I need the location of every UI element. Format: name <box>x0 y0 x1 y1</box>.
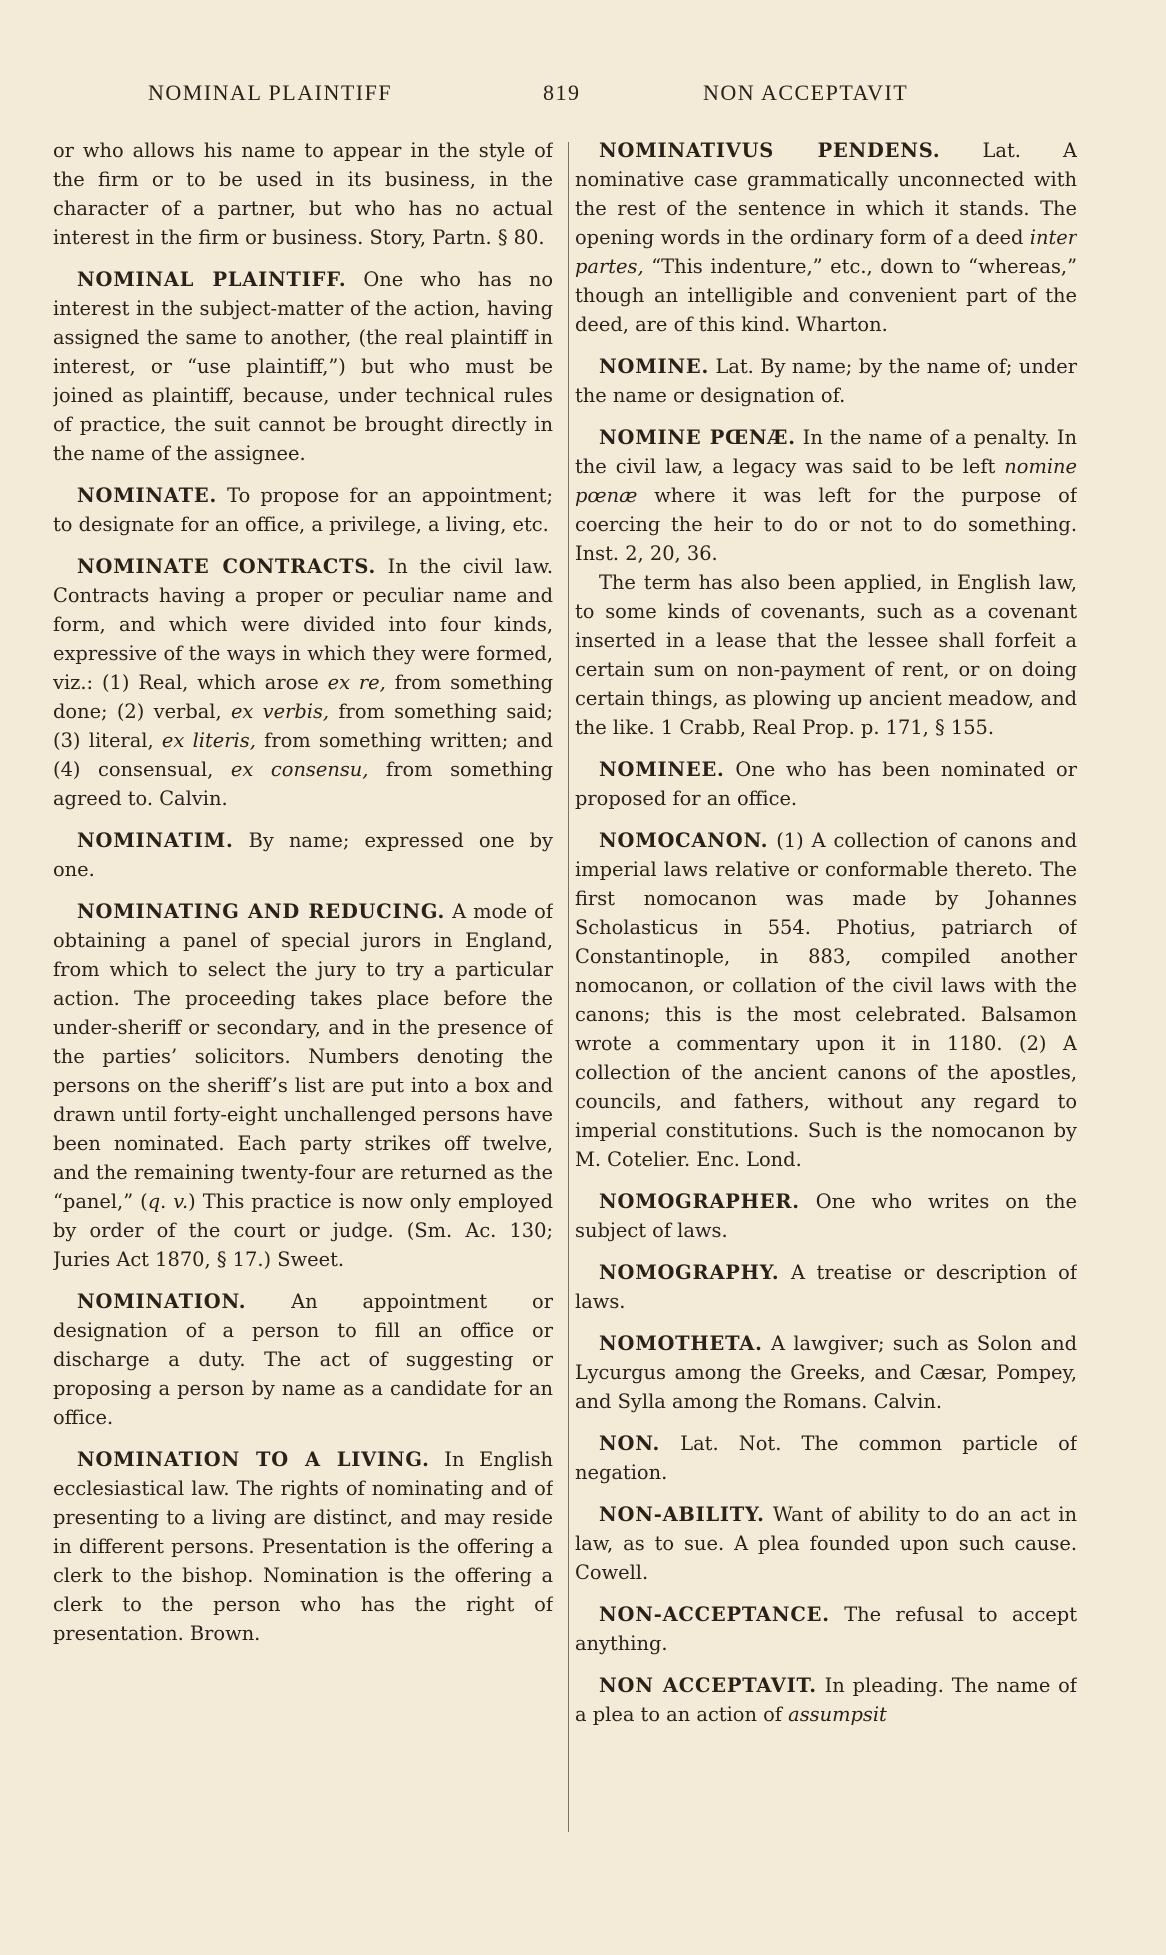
entry-term: NOMOTHETA. <box>599 1332 763 1355</box>
entry-term: NOMINATE. <box>77 484 218 507</box>
entry-nomocanon <box>575 826 1077 1174</box>
entry-term: NOMOGRAPHY. <box>599 1261 780 1284</box>
entry-text: A treatise or description of laws. <box>575 1261 1077 1313</box>
entry-text: where it was left for the purpose of coercing the heir to do or not to do something. Inst. 2, 20, 36. <box>575 484 1077 565</box>
entry-term: NOMINE PŒNÆ. <box>599 426 796 449</box>
entry-term: NOMINATIM. <box>77 829 234 852</box>
entry-text: Lat. By name; by the name of; under the name or designation of. <box>575 355 1077 407</box>
entry-text: One who has been nominated or proposed for an office. <box>575 758 1077 810</box>
entry-text: Lat. A nominative case grammatically unconnected with the rest of the sentence in which it stands. The opening words in the ordinary form of a deed <box>575 139 1077 249</box>
entry-term: NOMOCANON. <box>599 829 769 852</box>
entry-text: from something written; and (4) consensual, <box>53 729 553 781</box>
header-right-term: NON ACCEPTAVIT <box>703 80 909 105</box>
entry-text: In the name of a penalty. In the civil law, a legacy was said to be left <box>575 426 1077 478</box>
entry-nomination-to-a-living <box>53 1445 553 1648</box>
entry-text: A mode of obtaining a panel of special jurors in England, from which to select the jury to try a particular action. The proceeding takes place before the under-sheriff or secondary, and in the presence of the parties’ solicitors. Numbers denoting the persons on the sheriff’s list are put into a box and drawn until forty-eight unchallenged persons have been nominated. Each party strikes off twelve, and the remaining twenty-four are returned as the “panel,” ( <box>53 900 553 1213</box>
entry-text: In pleading. The name of a plea to an action of <box>575 1674 1077 1726</box>
entry-nominate <box>53 481 553 539</box>
entry-paragraph: The term has also been applied, in English law, to some kinds of covenants, such as a covenant inserted in a lease that the lessee shall forfeit a certain sum on non-payment of rent, or on doing certain things, as plowing up ancient meadow, and the like. 1 Crabb, Real Prop. p. 171, § 155. <box>575 571 1077 739</box>
entry-nominal-plaintiff <box>53 265 553 468</box>
entry-text: from something agreed to. Calvin. <box>53 758 553 810</box>
entry-term: NON-ABILITY. <box>599 1503 765 1526</box>
latin-phrase: ex literis, <box>161 729 256 752</box>
entry-nominate-contracts <box>53 552 553 813</box>
entry-term: NOMINE. <box>599 355 710 378</box>
entry-term: NON-ACCEPTANCE. <box>599 1603 830 1626</box>
latin-phrase: ex re, <box>327 671 386 694</box>
latin-phrase: assumpsit <box>788 1703 887 1726</box>
entry-text: One who has no interest in the subject-matter of the action, having assigned the same to another, (the real plaintiff in interest, or “use plaintiff,”) but who must be joined as plaintiff, because, under technical rules of practice, the suit cannot be brought directly in the name of the assignee. <box>53 268 553 465</box>
entry-text: One who writes on the subject of laws. <box>575 1190 1077 1242</box>
entry-non <box>575 1429 1077 1487</box>
latin-phrase: ex verbis, <box>230 700 330 723</box>
entry-term: NOMINAL PLAINTIFF. <box>77 268 347 291</box>
entry-non-acceptavit <box>575 1671 1077 1729</box>
entry-continuation <box>53 136 553 252</box>
left-column <box>53 136 553 1846</box>
latin-phrase: nomine pœnæ <box>575 455 1077 507</box>
entry-term: NOMINATION. <box>77 1290 247 1313</box>
entry-term: NOMINEE. <box>599 758 725 781</box>
entry-nomination <box>53 1287 553 1432</box>
entry-nominativus-pendens <box>575 136 1077 339</box>
entry-non-acceptance <box>575 1600 1077 1658</box>
entry-text: “This indenture,” etc., down to “whereas,” though an intelligible and convenient part of the deed, are of this kind. Wharton. <box>575 255 1077 336</box>
entry-text: By name; expressed one by one. <box>53 829 553 881</box>
entry-nomography <box>575 1258 1077 1316</box>
entry-term: NOMINATE CONTRACTS. <box>77 555 377 578</box>
page-number: 819 <box>543 80 581 105</box>
entry-text: or who allows his name to appear in the style of the firm or to be used in its business, in the character of a partner, but who has no actual interest in the firm or business. Story, Partn. § 80. <box>53 139 553 249</box>
entry-text: Lat. Not. The common particle of negation. <box>575 1432 1077 1484</box>
entry-text: A lawgiver; such as Solon and Lycurgus among the Greeks, and Cæsar, Pompey, and Sylla among the Romans. Calvin. <box>575 1332 1077 1413</box>
entry-text: In the civil law. Contracts having a proper or peculiar name and form, and which were divided into four kinds, expressive of the ways in which they were formed, viz.: (1) Real, which arose <box>53 555 553 694</box>
entry-term: NOMINATING AND REDUCING. <box>77 900 446 923</box>
running-head <box>0 80 1166 110</box>
entry-text: ) This practice is now only employed by order of the court or judge. (Sm. Ac. 130; Juries Act 1870, § 17.) Sweet. <box>53 1190 553 1271</box>
entry-text: The refusal to accept anything. <box>575 1603 1077 1655</box>
entry-term: NOMINATION TO A LIVING. <box>77 1448 430 1471</box>
entry-text: (1) A collection of canons and imperial laws relative or conformable thereto. The first nomocanon was made by Johannes Scholasticus in 554. Photius, patriarch of Constantinople, in 883, compiled another nomocanon, or collation of the civil laws with the canons; this is the most celebrated. Balsamon wrote a commentary upon it in 1180. (2) A collection of the ancient canons of the apostles, councils, and fathers, without any regard to imperial constitutions. Such is the nomocanon by M. Cotelier. Enc. Lond. <box>575 829 1077 1171</box>
column-divider <box>568 142 569 1832</box>
latin-phrase: ex consensu, <box>230 758 369 781</box>
entry-nomine-poenae <box>575 423 1077 742</box>
entry-text: To propose for an appointment; to designate for an office, a privilege, a living, etc. <box>53 484 553 536</box>
latin-phrase: q. v. <box>147 1190 189 1213</box>
header-left-term: NOMINAL PLAINTIFF <box>148 80 393 105</box>
entry-nomotheta <box>575 1329 1077 1416</box>
entry-non-ability <box>575 1500 1077 1587</box>
entry-text: from something done; (2) verbal, <box>53 671 553 723</box>
entry-term: NON. <box>599 1432 661 1455</box>
entry-term: NOMOGRAPHER. <box>599 1190 800 1213</box>
entry-nominee <box>575 755 1077 813</box>
entry-nomine <box>575 352 1077 410</box>
entry-text: Want of ability to do an act in law, as to sue. A plea founded upon such cause. Cowell. <box>575 1503 1077 1584</box>
entry-nomographer <box>575 1187 1077 1245</box>
entry-text: An appointment or designation of a person to fill an office or discharge a duty. The act of suggesting or proposing a person by name as a candidate for an office. <box>53 1290 553 1429</box>
entry-term: NON ACCEPTAVIT. <box>599 1674 817 1697</box>
entry-nominating-and-reducing <box>53 897 553 1274</box>
entry-text: from something said; (3) literal, <box>53 700 553 752</box>
latin-phrase: inter partes, <box>575 226 1077 278</box>
entry-nominatim <box>53 826 553 884</box>
entry-term: NOMINATIVUS PENDENS. <box>599 139 941 162</box>
right-column <box>575 136 1077 1846</box>
entry-text: In English ecclesiastical law. The rights of nominating and of presenting to a living are distinct, and may reside in different persons. Presentation is the offering a clerk to the bishop. Nomination is the offering a clerk to the person who has the right of presentation. Brown. <box>53 1448 553 1645</box>
